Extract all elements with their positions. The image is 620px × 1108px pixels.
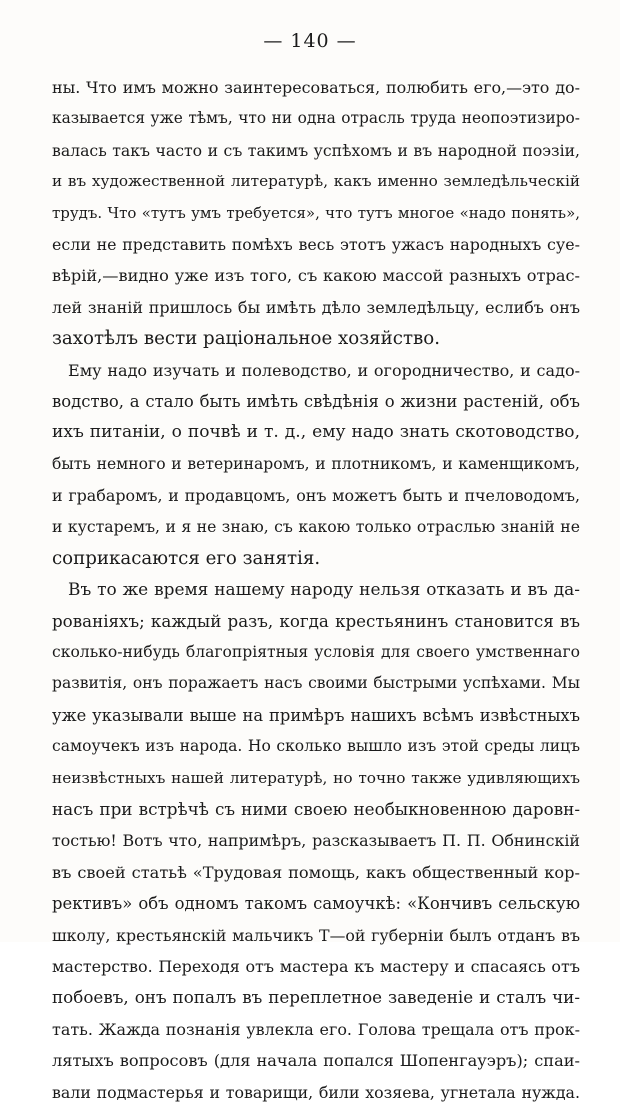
text-line: Ему надо изучать и полеводство, и огородничество, и садо- <box>68 360 580 380</box>
paragraph <box>52 355 580 575</box>
text-line: въ своей статьѣ «Трудовая помощь, какъ общественный кор- <box>52 862 580 882</box>
text-line: валась такъ часто и съ такимъ успѣхомъ и въ народной поэзіи, <box>52 140 580 160</box>
text-line: неизвѣстныхъ нашей литературѣ, но точно также удивляющихъ <box>52 768 580 787</box>
text-line: лятыхъ вопросовъ (для начала попался Шопенгауэръ); спаи- <box>52 1051 580 1071</box>
text-line: захотѣлъ вести раціональное хозяйство. <box>52 328 440 350</box>
page-number: — 140 — <box>263 30 357 52</box>
text-line: казывается уже тѣмъ, что ни одна отрасль труда неопоэтизиро- <box>52 109 580 128</box>
text-line: и грабаромъ, и продавцомъ, онъ можетъ быть и пчеловодомъ, <box>52 486 580 506</box>
text-line: если не представить помѣхъ весь этотъ ужасъ народныхъ суе- <box>52 234 580 254</box>
text-line: насъ при встрѣчѣ съ ними своею необыкновенною даровн- <box>52 798 580 819</box>
paragraph <box>52 72 580 355</box>
text-line: вѣрій,—видно уже изъ того, съ какою массой разныхъ отрас- <box>52 266 580 286</box>
text-line: быть немного и ветеринаромъ, и плотникомъ, и каменщикомъ, <box>52 454 580 473</box>
text-line: рованіяхъ; каждый разъ, когда крестьянинъ становится въ <box>52 610 580 631</box>
text-line: самоучекъ изъ народа. Но сколько вышло изъ этой среды лицъ <box>52 737 580 756</box>
text-line: уже указывали выше на примѣръ нашихъ всѣмъ извѣстныхъ <box>52 705 580 725</box>
paragraph <box>52 574 580 1108</box>
text-line: соприкасаются его занятія. <box>52 547 321 569</box>
text-line: сколько-нибудь благопріятныя условія для своего умственнаго <box>52 643 580 662</box>
text-line: лей знаній пришлось бы имѣть дѣло земледѣльцу, еслибъ онъ <box>52 297 580 317</box>
text-line: ны. Что имъ можно заинтересоваться, полюбить его,—это до- <box>52 78 580 97</box>
text-line: мастерство. Переходя отъ мастера къ мастеру и спасаясь отъ <box>52 956 580 976</box>
text-line: тостью! Вотъ что, напримѣръ, разсказываетъ П. П. Обнинскій <box>52 831 580 851</box>
text-line: трудъ. Что «тутъ умъ требуется», что тутъ многое «надо понять», <box>52 203 580 222</box>
text-line: развитія, онъ поражаетъ насъ своими быстрыми успѣхами. Мы <box>52 674 580 693</box>
text-line: вали подмастерья и товарищи, били хозяева, угнетала нужда. <box>52 1082 580 1102</box>
text-line: и въ художественной литературѣ, какъ именно земледѣльческій <box>52 172 580 191</box>
text-line: ихъ питаніи, о почвѣ и т. д., ему надо знать скотоводство, <box>52 422 580 443</box>
body-text <box>52 72 580 1108</box>
text-line: побоевъ, онъ попалъ въ переплетное заведеніе и сталъ чи- <box>52 987 580 1008</box>
text-line: школу, крестьянскій мальчикъ Т—ой губерніи былъ отданъ въ <box>52 925 580 945</box>
text-line: тать. Жажда познанія увлекла его. Голова трещала отъ прок- <box>52 1019 580 1039</box>
text-line: и кустаремъ, и я не знаю, съ какою только отраслью знаній не <box>52 517 580 537</box>
text-line: рективъ» объ одномъ такомъ самоучкѣ: «Кончивъ сельскую <box>52 894 580 914</box>
text-line: водство, а стало быть имѣть свѣдѣнія о жизни растеній, объ <box>52 391 580 411</box>
text-line: Въ то же время нашему народу нельзя отказать и въ да- <box>68 579 580 600</box>
